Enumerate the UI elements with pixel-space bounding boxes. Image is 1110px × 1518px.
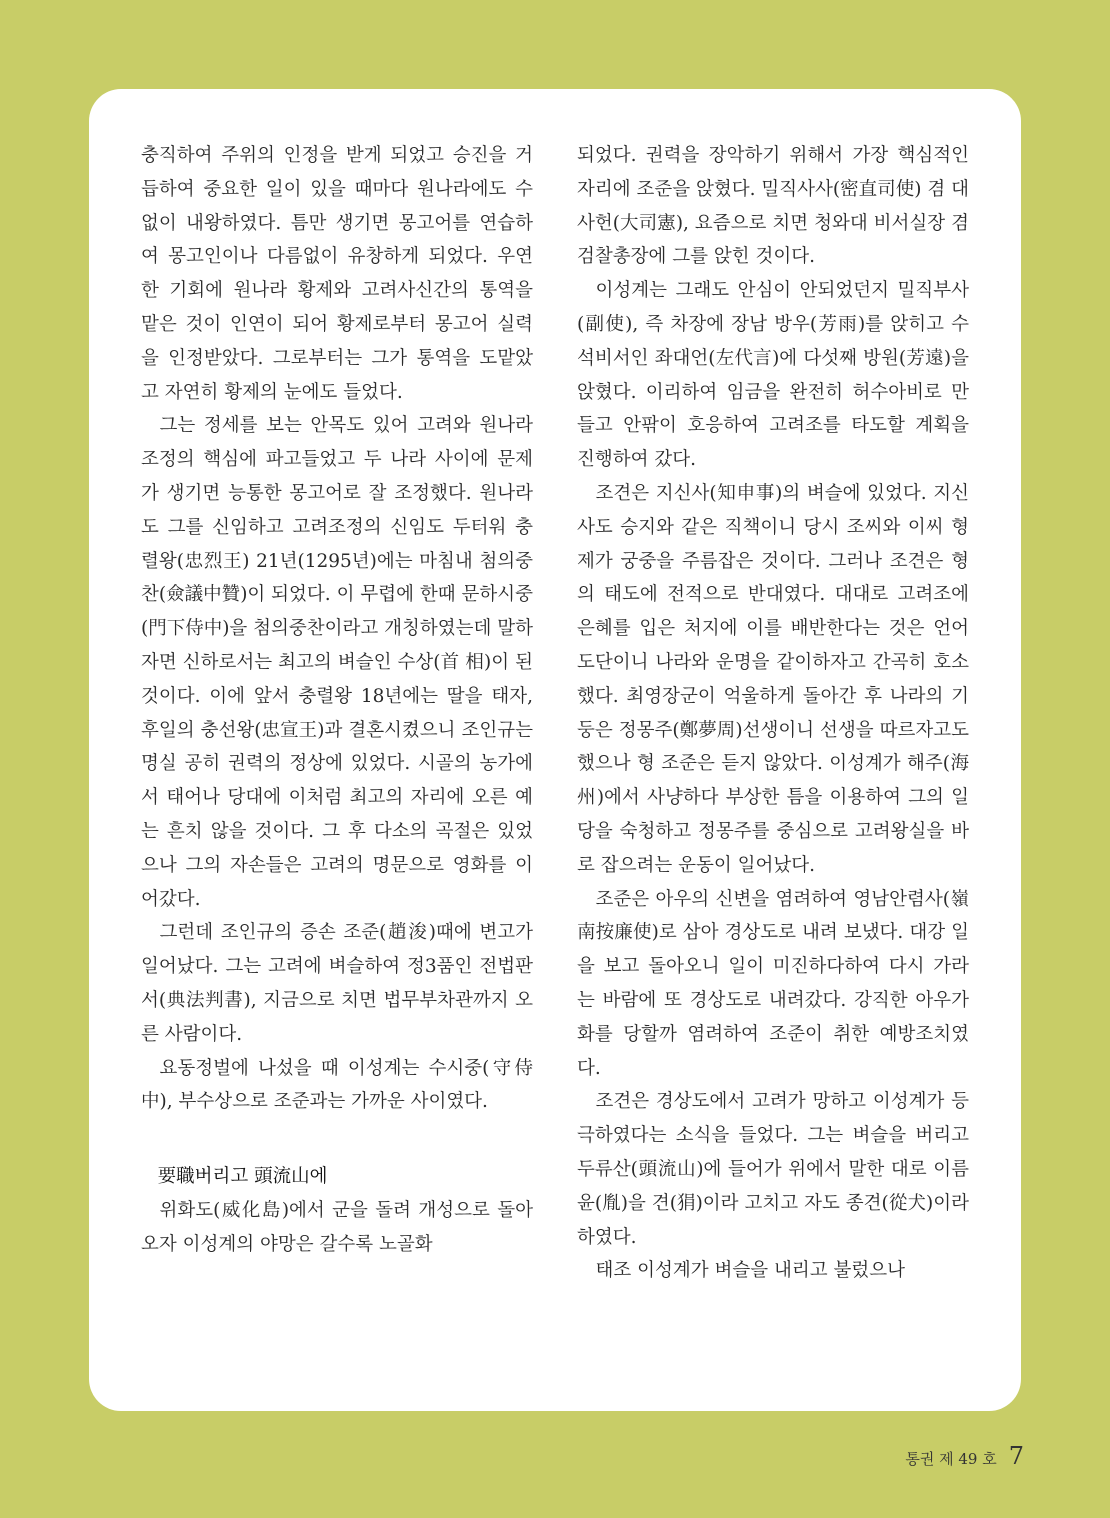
issue-label: 통권 제 49 호: [905, 1450, 997, 1468]
paragraph: 그는 정세를 보는 안목도 있어 고려와 원나라 조정의 핵심에 파고들었고 두 나라 사이에 문제가 생기면 능통한 몽고어로 잘 조정했다. 원나라도 그를 신임하고 고려조정의 신임도 두터워 충렬왕(忠烈王) 21년(1295년)에는 마침내 첨의중찬(僉議中贊)이 되었다. 이 무렵에 한때 문하시중(門下侍中)을 첨의중찬이라고 개칭하였는데 말하자면 신하로서는 최고의 벼슬인 수상(首 相)이 된 것이다. 이에 앞서 충렬왕 18년에는 딸을 태자, 후일의 충선왕(忠宣王)과 결혼시켰으니 조인규는 명실 공히 권력의 정상에 있었다. 시골의 농가에서 태어나 당대에 이처럼 최고의 자리에 오른 예는 흔치 않을 것이다. 그 후 다소의 곡절은 있었으나 그의 자손들은 고려의 명문으로 영화를 이어갔다.: [141, 415, 534, 910]
paragraph: 위화도(威化島)에서 군을 돌려 개성으로 돌아오자 이성계의 야망은 갈수록 노골화: [141, 1199, 533, 1255]
page-number: 7: [1008, 1442, 1024, 1470]
paragraph: 조견은 경상도에서 고려가 망하고 이성계가 등극하였다는 소식을 들었다. 그는 벼슬을 버리고 두류산(頭流山)에 들어가 위에서 말한 대로 이름 윤(胤)을 견(狷)이라 고치고 자도 종견(從犬)이라 하였다.: [577, 1091, 969, 1248]
paragraph: 조준은 아우의 신변을 염려하여 영남안렴사(嶺南按廉使)로 삼아 경상도로 내려 보냈다. 대강 일을 보고 돌아오니 일이 미진하다하여 다시 가라는 바람에 또 경상도로 내려갔다. 강직한 아우가 화를 당할까 염려하여 조준이 취한 예방조치였다.: [577, 888, 969, 1079]
paragraph: 충직하여 주위의 인정을 받게 되었고 승진을 거듭하여 중요한 일이 있을 때마다 원나라에도 수없이 내왕하였다. 틈만 생기면 몽고어를 연습하여 몽고인이나 다름없이 유창하게 되었다. 우연한 기회에 원나라 황제와 고려사신간의 통역을 맡은 것이 인연이 되어 황제로부터 몽고어 실력을 인정받았다. 그로부터는 그가 통역을 도맡았고 자연히 황제의 눈에도 들었다.: [141, 145, 533, 403]
paragraph: 되었다. 권력을 장악하기 위해서 가장 핵심적인 자리에 조준을 앉혔다. 밀직사사(密直司使) 겸 대사헌(大司憲), 요즘으로 치면 청와대 비서실장 겸 검찰총장에 그를 앉힌 것이다.: [577, 145, 969, 268]
paragraph: 요동정벌에 나섰을 때 이성계는 수시중(守侍中), 부수상으로 조준과는 가까운 사이였다.: [141, 1057, 533, 1113]
right-column: [577, 139, 969, 1288]
section-heading: 要職버리고 頭流山에: [157, 1166, 328, 1188]
paragraph: 태조 이성계가 벼슬을 내리고 불렀으나: [595, 1260, 905, 1282]
page-footer: [905, 1442, 1024, 1470]
article-card: [89, 89, 1021, 1411]
paragraph: 그런데 조인규의 증손 조준(趙浚)때에 변고가 일어났다. 그는 고려에 벼슬하여 정3품인 전법판서(典法判書), 지금으로 치면 법무부차관까지 오른 사람이다.: [141, 922, 533, 1045]
left-column: [141, 139, 533, 1262]
paragraph: 조견은 지신사(知申事)의 벼슬에 있었다. 지신사도 승지와 같은 직책이니 당시 조씨와 이씨 형제가 궁중을 주름잡은 것이다. 그러나 조견은 형의 태도에 전적으로 반대였다. 대대로 고려조에 은혜를 입은 처지에 이를 배반한다는 것은 언어도단이니 나라와 운명을 같이하자고 간곡히 호소했다. 최영장군이 억울하게 돌아간 후 나라의 기둥은 정몽주(鄭夢周)선생이니 선생을 따르자고도 했으나 형 조준은 듣지 않았다. 이성계가 해주(海州)에서 사냥하다 부상한 틈을 이용하여 그의 일당을 숙청하고 정몽주를 중심으로 고려왕실을 바로 잡으려는 운동이 일어났다.: [577, 482, 969, 876]
paragraph: 이성계는 그래도 안심이 안되었던지 밀직부사(副使), 즉 차장에 장남 방우(芳雨)를 앉히고 수석비서인 좌대언(左代言)에 다섯째 방원(芳遠)을 앉혔다. 이리하여 임금을 완전히 허수아비로 만들고 안팎이 호응하여 고려조를 타도할 계획을 진행하여 갔다.: [577, 280, 969, 471]
